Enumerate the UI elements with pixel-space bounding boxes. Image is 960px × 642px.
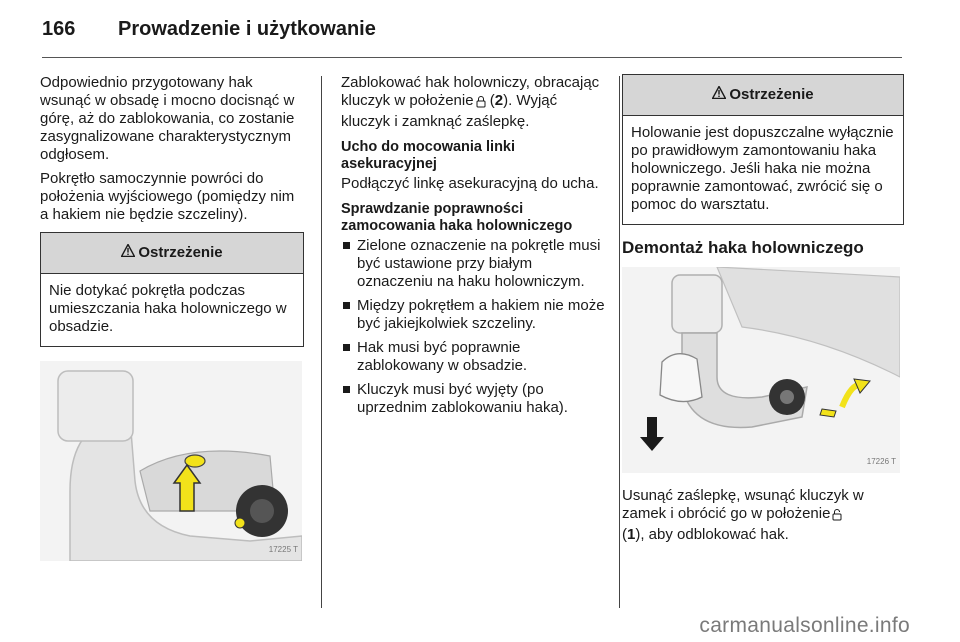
lock-open-icon: [832, 508, 842, 526]
warning-triangle-icon: [712, 86, 726, 104]
watermark-text: carmanualsonline.info: [699, 614, 910, 637]
warning-title: Ostrzeżenie: [729, 86, 814, 103]
figure-code: 17226 T: [866, 457, 896, 466]
warning-text: Nie dotykać pokrętła podczas umieszczania haka holowniczego w obsadzie.: [49, 282, 287, 335]
list-item: Zielone oznaczenie na pokrętle musi być ustawione przy białym oznaczeniu na haku holowniczym.: [341, 237, 609, 291]
column-divider-2: [619, 76, 620, 608]
paragraph-lock-hook: Zablokować hak holowniczy, obracając kluczyk w położenie (2). Wyjąć kluczyk i zamknąć zaślepkę.: [341, 74, 600, 130]
list-item: Hak musi być poprawnie zablokowany w obsadzie.: [341, 339, 609, 375]
warning-box: [622, 74, 904, 225]
list-item: Kluczyk musi być wyjęty (po uprzednim zablokowaniu haka).: [341, 381, 609, 417]
warning-text: Holowanie jest dopuszczalne wyłącznie po prawidłowym zamontowaniu haka holowniczego. Jeśli haka nie można poprawnie zamontować, zwrócić się o pomoc do warsztatu.: [631, 124, 894, 213]
paragraph-insert-hook: Odpowiednio przygotowany hak wsunąć w obsadę i mocno docisnąć w górę, aż do zablokowania, co zostanie zasygnalizowane charakterystycznym odgłosem.: [40, 74, 295, 163]
warning-title: Ostrzeżenie: [138, 244, 223, 261]
column-2: [341, 74, 609, 423]
warning-header: [623, 75, 903, 116]
lock-closed-icon: [476, 95, 486, 113]
page-header: [42, 18, 902, 58]
warning-box: [40, 232, 304, 347]
paragraph-unlock-hook: Usunąć zaślepkę, wsunąć kluczyk w zamek i obrócić go w położenie (1), aby odblokować hak.: [622, 487, 864, 543]
check-list: [341, 237, 609, 417]
warning-triangle-icon: [121, 244, 135, 262]
column-3: [622, 74, 904, 550]
subhead-safety-eye: Ucho do mocowania linki asekuracyjnej: [341, 139, 516, 172]
section-heading-removal: Demontaż haka holowniczego: [622, 238, 864, 257]
column-divider-1: [321, 76, 322, 608]
subhead-check-mounting: Sprawdzanie poprawności zamocowania haka holowniczego: [341, 201, 573, 234]
list-item: Między pokrętłem a hakiem nie może być jakiejkolwiek szczeliny.: [341, 297, 609, 333]
page-number: 166: [42, 18, 76, 40]
column-1: [40, 74, 304, 561]
warning-header: [41, 233, 303, 274]
page-title: Prowadzenie i użytkowanie: [118, 18, 376, 40]
figure-code: 17225 T: [268, 545, 298, 554]
paragraph-knob-return: Pokrętło samoczynnie powróci do położenia wyjściowego (pomiędzy nim a hakiem nie będzie szczeliny).: [40, 170, 295, 223]
illustration-hook-insert: [40, 361, 302, 561]
paragraph-safety-cable: Podłączyć linkę asekuracyjną do ucha.: [341, 175, 599, 192]
illustration-hook-removal: [622, 267, 900, 473]
header-divider: [42, 57, 902, 58]
